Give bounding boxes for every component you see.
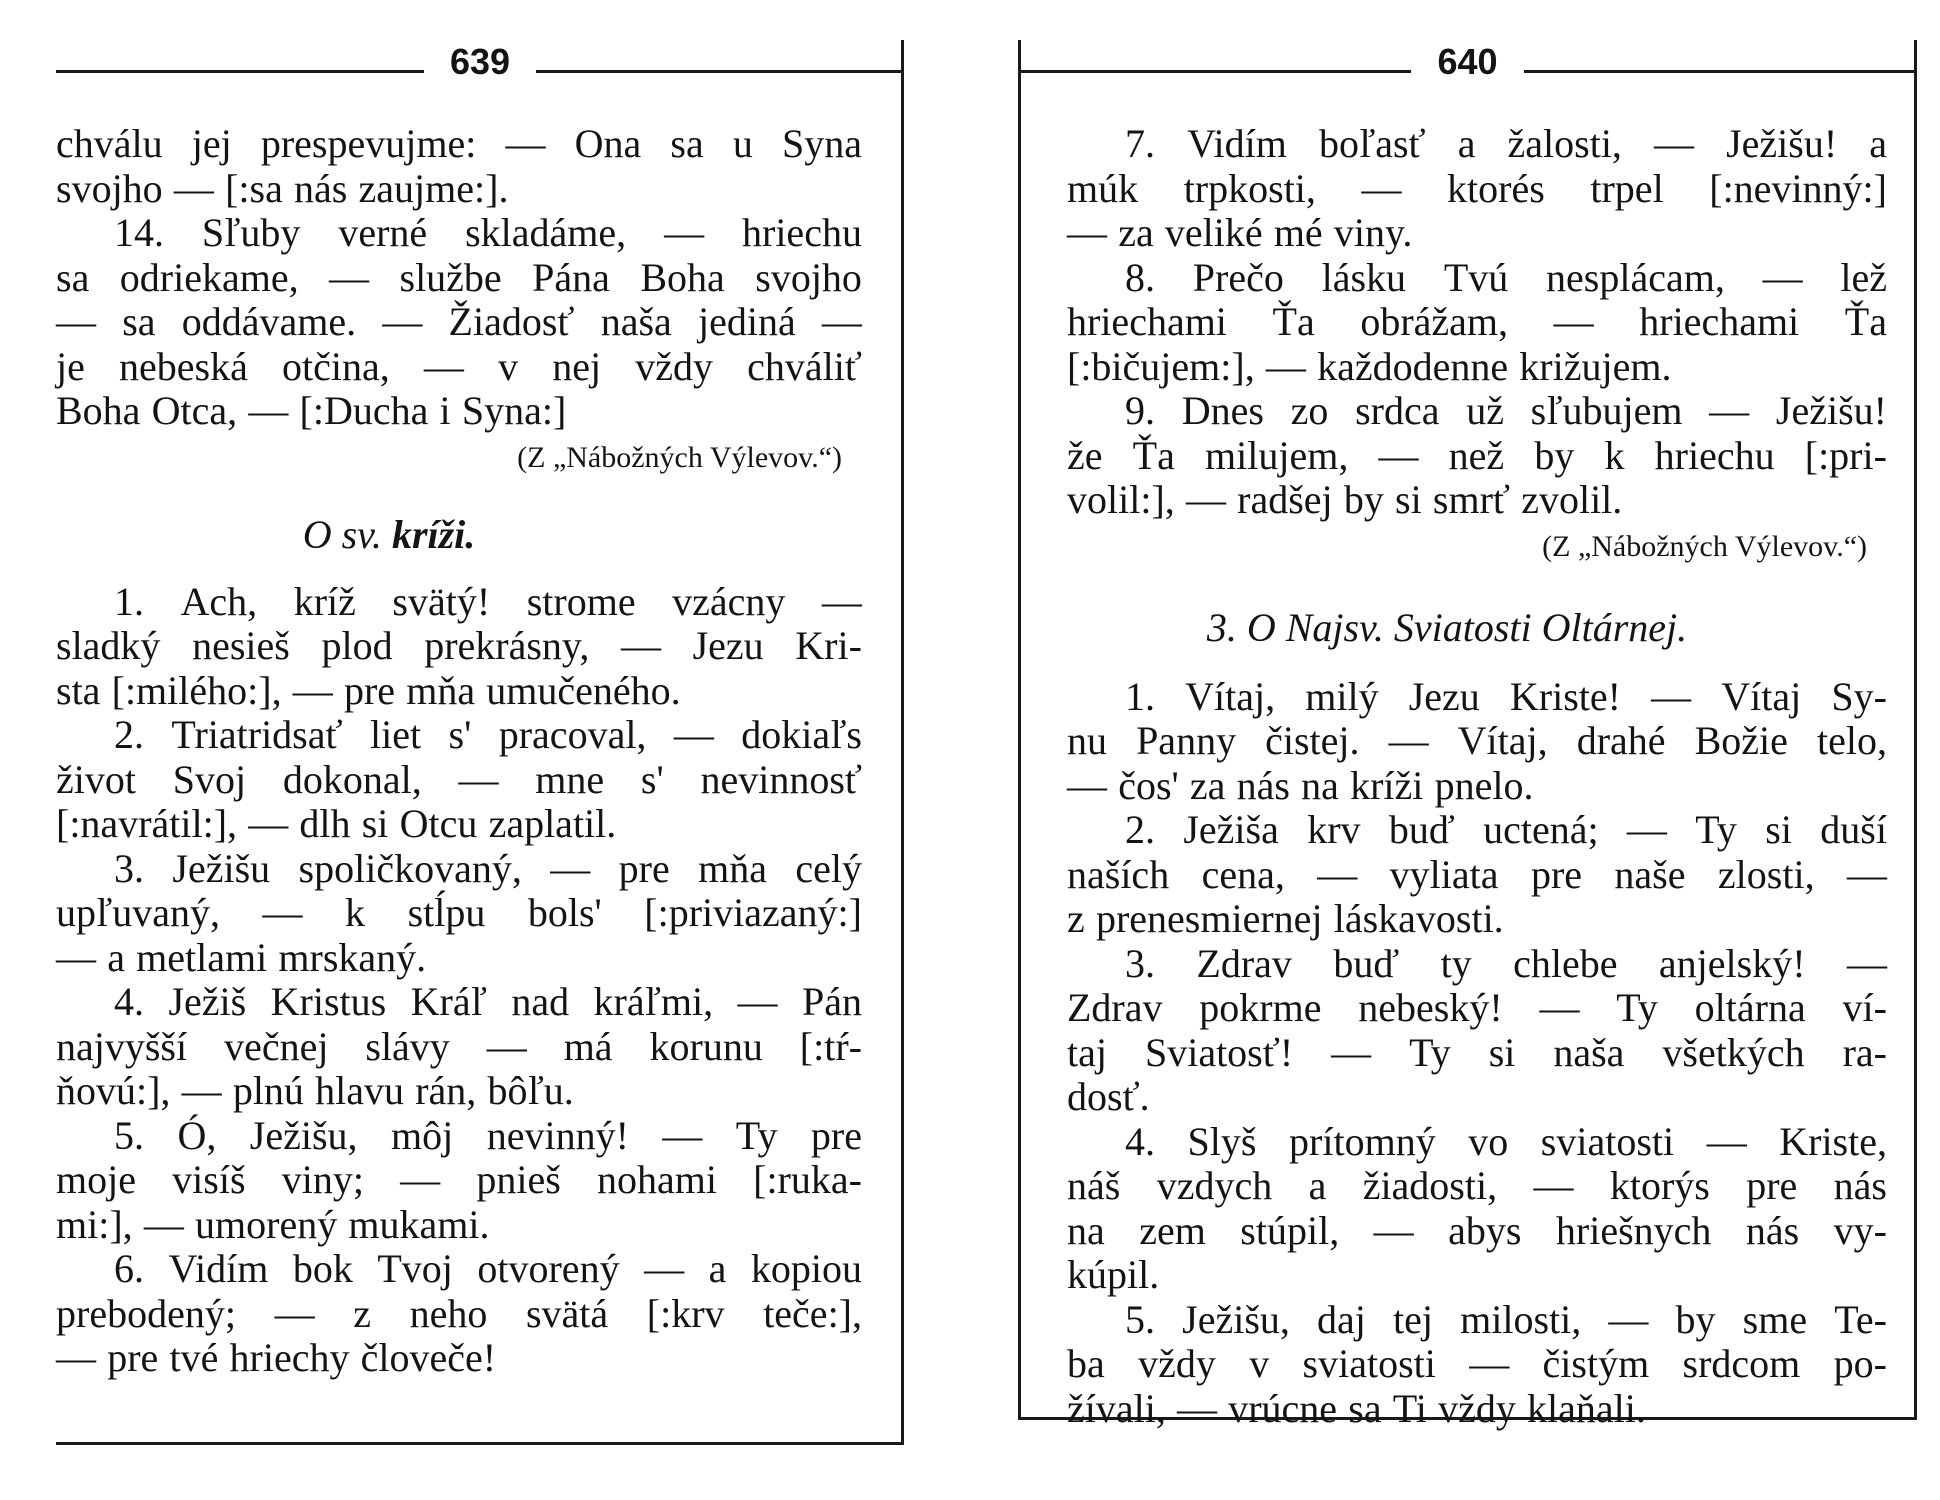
left-page-content bbox=[56, 122, 862, 1381]
text-line: upľuvaný, — k stĺpu bols' [:priviazaný:] bbox=[56, 890, 862, 935]
header-rule-right bbox=[536, 70, 904, 73]
text-line: je nebeská otčina, — v nej vždy chváliť bbox=[56, 343, 862, 389]
text-line: sta [:milého:], — pre mňa umučeného. bbox=[56, 667, 681, 713]
text-line: prebodený; — z neho svätá [:krv teče:], bbox=[56, 1290, 862, 1336]
text-line: [:bičujem:], — každodenne križujem. bbox=[1067, 343, 1672, 389]
text-line: volil:], — radšej by si smrť zvolil. bbox=[1067, 477, 1623, 522]
text-line: 3. Zdrav buď ty chlebe anjelský! — bbox=[1125, 940, 1887, 986]
text-line: 8. Prečo lásku Tvú nesplácam, — lež bbox=[1125, 254, 1887, 300]
text-line: z prenesmiernej láskavosti. bbox=[1067, 896, 1504, 941]
stanza bbox=[1067, 256, 1887, 390]
stanza bbox=[56, 980, 862, 1114]
text-line: — sa oddávame. — Žiadosť naša jediná — bbox=[56, 299, 862, 344]
right-stanzas bbox=[1067, 675, 1887, 1432]
text-line: Zdrav pokrme nebeský! — Ty oltárna ví- bbox=[1067, 985, 1887, 1030]
text-line: 2. Ježiša krv buď uctená; — Ty si duší bbox=[1125, 807, 1887, 852]
source-citation: (Z „Nábožných Výlevov.“) bbox=[517, 440, 842, 474]
text-line: — a metlami mrskaný. bbox=[56, 934, 427, 980]
text-line: 3. Ježišu spoličkovaný, — pre mňa celý bbox=[114, 845, 862, 891]
text-line: — za veliké mé viny. bbox=[1067, 210, 1413, 255]
text-line: mi:], — umorený mukami. bbox=[56, 1201, 490, 1247]
text-line: 6. Vidím bok Tvoj otvorený — a kopiou bbox=[114, 1246, 862, 1291]
section-title bbox=[56, 510, 862, 560]
stanza bbox=[1067, 389, 1887, 523]
text-line: svojho — [:sa nás zaujme:]. bbox=[56, 165, 509, 211]
left-stanzas bbox=[56, 580, 862, 1381]
text-line: dosť. bbox=[1067, 1074, 1150, 1119]
text-line: Boha Otca, — [:Ducha i Syna:] bbox=[56, 388, 567, 433]
text-line: 4. Slyš prítomný vo sviatosti — Kriste, bbox=[1125, 1118, 1887, 1164]
text-line: 7. Vidím boľasť a žalosti, — Ježišu! a bbox=[1125, 121, 1887, 166]
text-line: [:navrátil:], — dlh si Otcu zaplatil. bbox=[56, 801, 617, 846]
text-line: naších cena, — vyliata pre naše zlosti, — bbox=[1067, 851, 1887, 897]
section-title-main: kríži. bbox=[391, 511, 476, 557]
text-line: sladký nesieš plod prekrásny, — Jezu Kri- bbox=[56, 623, 862, 668]
stanza bbox=[56, 580, 862, 714]
text-line: 1. Ach, kríž svätý! strome vzácny — bbox=[114, 578, 862, 624]
text-line: — pre tvé hriechy človeče! bbox=[56, 1335, 497, 1380]
right-page-number: 640 bbox=[1437, 41, 1498, 82]
text-line: 5. Ó, Ježišu, môj nevinný! — Ty pre bbox=[114, 1112, 862, 1158]
header-rule-right bbox=[1524, 70, 1917, 73]
text-line: múk trpkosti, — ktorés trpel [:nevinný:] bbox=[1067, 165, 1887, 211]
source-citation: (Z „Nábožných Výlevov.“) bbox=[1542, 529, 1867, 563]
right-stanzas-top bbox=[1067, 122, 1887, 523]
stanza-14 bbox=[56, 211, 862, 434]
text-line: 5. Ježišu, daj tej milosti, — by sme Te- bbox=[1125, 1296, 1887, 1342]
text-line: 4. Ježiš Kristus Kráľ nad kráľmi, — Pán bbox=[114, 979, 862, 1024]
stanza bbox=[56, 1114, 862, 1248]
text-line: 1. Vítaj, milý Jezu Kriste! — Vítaj Sy- bbox=[1125, 673, 1887, 719]
right-page-header bbox=[1018, 40, 1917, 84]
text-line: 9. Dnes zo srdca už sľubujem — Ježišu! bbox=[1125, 388, 1887, 433]
header-rule-left bbox=[1018, 70, 1411, 73]
stanza bbox=[1067, 1120, 1887, 1298]
stanza-13-end bbox=[56, 122, 862, 211]
stanza bbox=[56, 1247, 862, 1381]
text-line: — čos' za nás na kríži pnelo. bbox=[1067, 762, 1534, 808]
right-page bbox=[1018, 40, 1917, 1431]
stanza bbox=[1067, 1298, 1887, 1432]
text-line: žívali, — vrúcne sa Ti vždy klaňali. bbox=[1067, 1385, 1646, 1431]
text-line: taj Sviatosť! — Ty si naša všetkých ra- bbox=[1067, 1029, 1887, 1075]
text-line: 14. Sľuby verné skladáme, — hriechu bbox=[114, 210, 862, 255]
text-line: nu Panny čistej. — Vítaj, drahé Božie telo, bbox=[1067, 718, 1887, 763]
text-line: že Ťa milujem, — než by k hriechu [:pri- bbox=[1067, 432, 1887, 478]
text-line: na zem stúpil, — abys hriešnych nás vy- bbox=[1067, 1207, 1887, 1253]
left-page bbox=[56, 40, 904, 1445]
text-line: náš vzdych a žiadosti, — ktorýs pre nás bbox=[1067, 1163, 1887, 1208]
stanza bbox=[1067, 122, 1887, 256]
section-title-prefix: O sv. bbox=[302, 511, 382, 557]
text-line: moje visíš viny; — pnieš nohami [:ruka- bbox=[56, 1157, 862, 1202]
left-page-number: 639 bbox=[449, 41, 511, 82]
text-line: život Svoj dokonal, — mne s' nevinnosť bbox=[56, 756, 862, 802]
stanza bbox=[1067, 675, 1887, 809]
text-line: sa odriekame, — službe Pána Boha svojho bbox=[56, 254, 862, 300]
section-title: 3. O Najsv. Sviatosti Oltárnej. bbox=[1206, 604, 1688, 650]
left-page-header bbox=[56, 40, 904, 84]
text-line: 2. Triatridsať liet s' pracoval, — dokiaľs bbox=[114, 712, 862, 757]
header-rule-left bbox=[56, 70, 424, 73]
stanza bbox=[1067, 808, 1887, 942]
stanza bbox=[1067, 942, 1887, 1120]
text-line: hriechami Ťa obrážam, — hriechami Ťa bbox=[1067, 299, 1887, 344]
stanza bbox=[56, 847, 862, 981]
right-page-content bbox=[1067, 122, 1887, 1431]
text-line: ňovú:], — plnú hlavu rán, bôľu. bbox=[56, 1068, 574, 1113]
stanza bbox=[56, 713, 862, 847]
text-line: chválu jej prespevujme: — Ona sa u Syna bbox=[56, 121, 862, 166]
text-line: ba vždy v sviatosti — čistým srdcom po- bbox=[1067, 1341, 1887, 1386]
text-line: kúpil. bbox=[1067, 1252, 1160, 1297]
text-line: najvyšší večnej slávy — má korunu [:tŕ- bbox=[56, 1023, 862, 1069]
